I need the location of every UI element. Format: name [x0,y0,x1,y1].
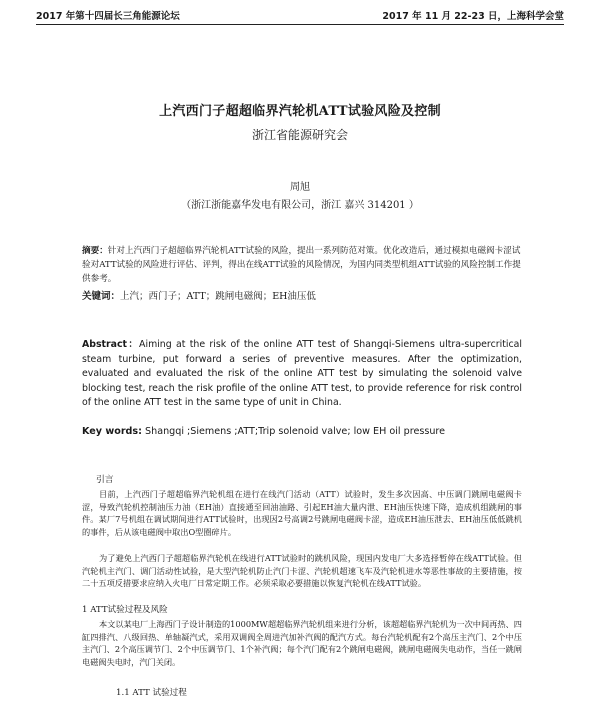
introduction-paragraph-2: 为了避免上汽西门子超超临界汽轮机在线进行ATT试验时的跳机风险，现国内发电厂大多选择暂停在线ATT试验。但汽轮机主汽门、调门活动性试验，是大型汽轮机防止汽门卡涩、汽轮机超速飞车及汽轮机进水等恶性事故的主要措施，按二十五项反措要求应纳入火电厂日常定期工作。必须采取必要措施以恢复汽轮机在线ATT试验。 [82,553,522,589]
page-header [36,8,564,24]
introduction-paragraph-1: 目前，上汽西门子超超临界汽轮机组在进行在线汽门活动（ATT）试验时，发生多次因高、中压调门跳闸电磁阀卡涩，导致汽轮机控制油压力油（EH油）直接通至回油油路、引起EH油大量内泄、EH油压快速下降，造成机组跳闸的事件。某厂7号机组在调试期间进行ATT试验时，出现因2号高调2号跳闸电磁阀卡涩，造成EH油压泄去、EH油压低低跳机的事件，后从该电磁阀中取出O型圈碎片。 [82,489,522,537]
author-name: 周旭 [290,182,310,193]
keywords-english-label: Key words: [82,426,142,437]
keywords-chinese-label: 关键词： [82,291,121,302]
header-divider [36,24,564,25]
organization: 浙江省能源研究会 [251,128,348,142]
abstract-chinese [82,244,522,286]
author-affiliation: （浙江浙能嘉华发电有限公司，浙江 嘉兴 314201 ） [181,200,419,211]
abstract-english-text: Aiming at the risk of the online ATT test of Shangqi-Siemens ultra-supercritical steam turbine, put forward a series of preventive measures. After the optimization, evaluated and evaluated the risk of the online ATT test by simulating the solenoid valve blocking test, reach the risk profile of the online ATT test, to provide reference for risk control of the online ATT test in the same type of unit in China. [82,339,522,409]
section-1-heading: 1 ATT试验过程及风险 [82,605,168,615]
header-date-venue: 2017 年 11 月 22-23 日，上海科学会堂 [382,11,564,22]
section-1-paragraph: 本文以某电厂上海西门子设计制造的1000MW超超临界汽轮机组来进行分析，该超超临界汽轮机为一次中间再热、四缸四排汽、八级回热、单轴凝汽式，采用双调阀全周进汽加补汽阀的配汽方式。每台汽轮机配有2个高压主汽门、2个中压主汽门、2个高压调节门、2个中压调节门、1个补汽阀；每个汽门配有2个跳闸电磁阀，跳闸电磁阀失电动作，当任一跳闸电磁阀失电时，汽门关闭。 [82,619,522,667]
keywords-chinese [82,290,522,304]
keywords-english [82,426,522,437]
section-1-1-heading: 1.1 ATT 试验过程 [116,688,187,698]
header-conference-name: 2017 年第十四届长三角能源论坛 [36,11,180,22]
keywords-english-text: Shangqi ;Siemens ;ATT;Trip solenoid valve; low EH oil pressure [141,426,446,437]
abstract-chinese-label: 摘要： [82,246,108,256]
introduction-heading: 引言 [96,475,114,485]
abstract-english-label: Abstract： [82,339,140,350]
abstract-english [82,338,522,411]
abstract-chinese-text: 针对上汽西门子超超临界汽轮机ATT试验的风险，提出一系列防范对策。优化改造后，通过模拟电磁阀卡涩试验对ATT试验的风险进行评估、评判，得出在线ATT试验的风险情况，为国内同类型机组ATT试验的风险控制工作提供参考。 [82,246,521,284]
keywords-chinese-text: 上汽；西门子；ATT；跳闸电磁阀；EH油压低 [120,291,316,302]
paper-title: 上汽西门子超超临界汽轮机ATT试验风险及控制 [159,104,441,119]
